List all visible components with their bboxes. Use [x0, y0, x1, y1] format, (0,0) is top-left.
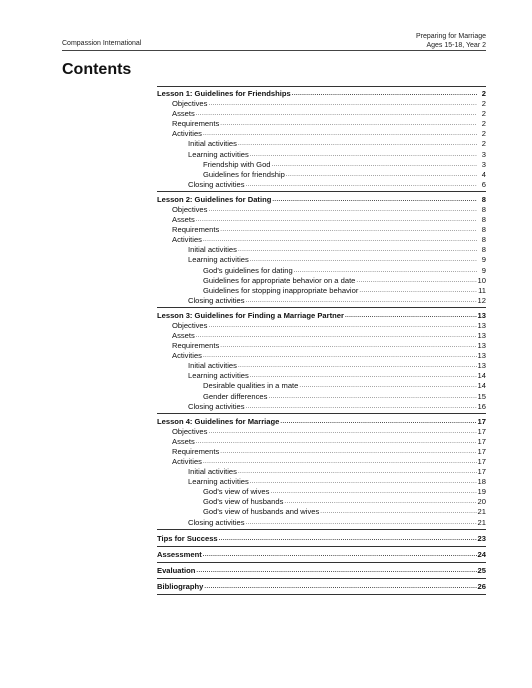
dot-leader [203, 551, 477, 560]
toc-page-number: 17 [477, 436, 486, 446]
toc-page-number: 3 [481, 149, 486, 159]
toc-page-number: 24 [477, 550, 486, 560]
toc-entry-title: Friendship with God [203, 159, 271, 169]
toc-page-number: 8 [481, 235, 486, 245]
toc-subentry[interactable] [157, 160, 486, 170]
dot-leader [196, 332, 477, 341]
toc-subentry[interactable] [157, 467, 486, 477]
toc-entry-title: Objectives [172, 204, 208, 214]
toc-section-entry[interactable] [157, 564, 486, 576]
dot-leader [196, 110, 477, 119]
toc-subentry[interactable] [157, 497, 486, 507]
header-course-info [416, 33, 486, 50]
toc-page-number: 13 [477, 330, 486, 340]
dot-leader [220, 120, 477, 129]
toc-entry-title: Learning activities [188, 371, 249, 381]
toc-entry-title: Assets [172, 109, 195, 119]
toc-page-number: 14 [477, 381, 486, 391]
toc-subentry[interactable] [157, 205, 486, 215]
toc-subentry[interactable] [157, 129, 486, 139]
toc-subentry[interactable] [157, 381, 486, 391]
toc-entry-title: God's view of husbands [203, 497, 284, 507]
dot-leader [270, 488, 476, 497]
toc-subentry[interactable] [157, 245, 486, 255]
toc-subentry[interactable] [157, 391, 486, 401]
toc-page-number: 25 [477, 566, 486, 576]
toc-page-number: 15 [477, 391, 486, 401]
toc-page-number: 2 [481, 129, 486, 139]
toc-subentry[interactable] [157, 321, 486, 331]
toc-subentry[interactable] [157, 225, 486, 235]
dot-leader [284, 498, 476, 507]
toc-section-block [157, 579, 486, 595]
dot-leader [359, 287, 477, 296]
toc-entry-title: Bibliography [157, 582, 204, 592]
dot-leader [272, 161, 477, 170]
header-course-ages: Ages 15-18, Year 2 [426, 41, 486, 49]
toc-entry-title: Guidelines for friendship [203, 169, 285, 179]
dot-leader [238, 140, 477, 149]
dot-leader [250, 256, 477, 265]
toc-entry-title: Tips for Success [157, 534, 218, 544]
toc-entry-title: Requirements [172, 119, 220, 129]
dot-leader [272, 196, 477, 205]
toc-page-number: 19 [477, 487, 486, 497]
toc-subentry[interactable] [157, 180, 486, 190]
header-organization: Compassion International [62, 40, 142, 47]
toc-entry-title: Activities [172, 457, 202, 466]
toc-page-number: 2 [481, 139, 486, 149]
toc-lesson-block [157, 193, 486, 308]
toc-page-number: 12 [477, 295, 486, 305]
toc-entry-title: Requirements [172, 446, 220, 456]
toc-entry-title: Initial activities [188, 467, 237, 477]
dot-leader [250, 151, 477, 160]
toc-page-number: 9 [481, 265, 486, 275]
dot-leader [220, 342, 476, 351]
toc-page-number: 13 [477, 310, 486, 320]
toc-section-entry[interactable] [157, 532, 486, 544]
toc-section-block [157, 547, 486, 563]
toc-page-number: 18 [477, 477, 486, 487]
dot-leader [203, 236, 477, 245]
dot-leader [345, 312, 477, 321]
toc-page-number: 21 [477, 507, 486, 517]
toc-entry-title: Lesson 2: Guidelines for Dating [157, 194, 272, 204]
toc-entry-title: Activities [172, 351, 202, 361]
toc-entry-title: Assessment [157, 550, 202, 560]
toc-subentry[interactable] [157, 361, 486, 371]
toc-page-number: 11 [478, 285, 486, 295]
toc-subentry[interactable] [157, 457, 486, 467]
dot-leader [208, 322, 476, 331]
dot-leader [246, 519, 477, 528]
toc-page-number: 26 [477, 582, 486, 592]
toc-page-number: 16 [477, 401, 486, 411]
toc-subentry[interactable] [157, 487, 486, 497]
toc-entry-title: Guidelines for stopping inappropriate behavior [203, 285, 359, 295]
toc-subentry[interactable] [157, 341, 486, 351]
toc-page-number: 4 [481, 169, 486, 179]
dot-leader [299, 382, 476, 391]
dot-leader [320, 508, 476, 517]
toc-subentry[interactable] [157, 235, 486, 245]
toc-section-block [157, 531, 486, 547]
toc-entry-title: Assets [172, 215, 195, 225]
dot-leader [238, 468, 477, 477]
dot-leader [219, 535, 477, 544]
header-divider [62, 50, 486, 51]
toc-page-number: 17 [477, 457, 486, 466]
table-of-contents [157, 86, 486, 595]
toc-page-number: 21 [477, 517, 486, 527]
toc-entry-title: Objectives [172, 99, 208, 109]
toc-page-number: 3 [481, 159, 486, 169]
toc-page-number: 13 [477, 341, 486, 351]
dot-leader [196, 567, 476, 576]
dot-leader [208, 428, 476, 437]
toc-lesson-entry[interactable] [157, 415, 486, 427]
toc-subentry[interactable] [157, 170, 486, 180]
toc-subentry[interactable] [157, 286, 486, 296]
toc-entry-title: Objectives [172, 426, 208, 436]
header-course-title: Preparing for Marriage [415, 33, 486, 40]
toc-section-block [157, 563, 486, 579]
toc-page-number: 17 [477, 446, 486, 456]
toc-subentry[interactable] [157, 139, 486, 149]
toc-subentry[interactable] [157, 331, 486, 341]
toc-subentry[interactable] [157, 119, 486, 129]
toc-page-number: 2 [481, 119, 486, 129]
dot-leader [250, 372, 477, 381]
toc-subentry[interactable] [157, 109, 486, 119]
toc-subentry[interactable] [157, 351, 486, 361]
toc-subentry[interactable] [157, 517, 486, 527]
toc-subentry[interactable] [157, 99, 486, 109]
toc-entry-title: Evaluation [157, 566, 196, 576]
toc-entry-title: Lesson 3: Guidelines for Finding a Marriage Partner [157, 310, 344, 320]
toc-subentry[interactable] [157, 255, 486, 265]
toc-section-entry[interactable] [157, 580, 486, 592]
page-title: Contents [62, 61, 132, 78]
toc-subentry[interactable] [157, 477, 486, 487]
dot-leader [203, 352, 477, 361]
toc-page-number: 8 [481, 204, 486, 214]
toc-lesson-block [157, 415, 486, 530]
toc-entry-title: Desirable qualities in a mate [203, 381, 299, 391]
dot-leader [246, 403, 477, 412]
toc-section-entry[interactable] [157, 548, 486, 560]
toc-page-number: 13 [477, 320, 486, 330]
toc-entry-title: Lesson 4: Guidelines for Marriage [157, 416, 280, 426]
dot-leader [203, 130, 477, 139]
toc-entry-title: Initial activities [188, 245, 237, 255]
dot-leader [280, 418, 476, 427]
toc-subentry[interactable] [157, 276, 486, 286]
toc-page-number: 14 [477, 371, 486, 381]
toc-entry-title: Closing activities [188, 517, 245, 527]
toc-lesson-entry[interactable] [157, 87, 486, 99]
toc-entry-title: Requirements [172, 341, 220, 351]
dot-leader [220, 226, 477, 235]
toc-subentry[interactable] [157, 427, 486, 437]
toc-entry-title: Activities [172, 129, 202, 139]
toc-page-number: 17 [477, 426, 486, 436]
toc-page-number: 2 [481, 109, 486, 119]
toc-page-number: 8 [481, 245, 486, 255]
toc-page-number: 9 [481, 255, 486, 265]
toc-subentry[interactable] [157, 215, 486, 225]
toc-page-number: 2 [481, 99, 486, 109]
toc-entry-title: Activities [172, 235, 202, 245]
dot-leader [208, 100, 477, 109]
toc-page-number: 20 [477, 497, 486, 507]
toc-subentry[interactable] [157, 371, 486, 381]
toc-page-number: 17 [477, 416, 486, 426]
toc-subentry[interactable] [157, 265, 486, 275]
toc-entry-title: Lesson 1: Guidelines for Friendships [157, 89, 291, 98]
toc-page-number: 2 [481, 89, 486, 98]
dot-leader [286, 171, 477, 180]
toc-entry-title: Learning activities [188, 255, 249, 265]
dot-leader [204, 583, 476, 592]
toc-entry-title: God's view of husbands and wives [203, 507, 320, 517]
toc-subentry[interactable] [157, 149, 486, 159]
toc-lesson-block [157, 309, 486, 414]
toc-entry-title: Initial activities [188, 361, 237, 371]
toc-subentry[interactable] [157, 447, 486, 457]
toc-entry-title: Closing activities [188, 179, 245, 189]
toc-page-number: 17 [477, 467, 486, 477]
dot-leader [294, 267, 477, 276]
dot-leader [196, 438, 477, 447]
dot-leader [220, 448, 476, 457]
toc-entry-title: Initial activities [188, 139, 237, 149]
dot-leader [268, 393, 476, 402]
toc-entry-title: Learning activities [188, 477, 249, 487]
toc-page-number: 13 [477, 351, 486, 361]
toc-subentry[interactable] [157, 296, 486, 306]
toc-entry-title: Gender differences [203, 391, 268, 401]
toc-entry-title: God's view of wives [203, 487, 270, 497]
toc-lesson-block [157, 86, 486, 192]
dot-leader [196, 216, 477, 225]
toc-subentry[interactable] [157, 507, 486, 517]
toc-entry-title: God's guidelines for dating [203, 265, 293, 275]
dot-leader [250, 478, 477, 487]
dot-leader [208, 206, 477, 215]
toc-subentry[interactable] [157, 402, 486, 412]
dot-leader [246, 297, 477, 306]
toc-page-number: 13 [477, 361, 486, 371]
toc-subentry[interactable] [157, 437, 486, 447]
toc-entry-title: Assets [172, 330, 195, 340]
toc-entry-title: Closing activities [188, 401, 245, 411]
toc-entry-title: Assets [172, 436, 195, 446]
dot-leader [203, 458, 477, 467]
toc-entry-title: Requirements [172, 225, 220, 235]
dot-leader [238, 362, 477, 371]
toc-page-number: 8 [481, 215, 486, 225]
toc-entry-title: Objectives [172, 320, 208, 330]
toc-entry-title: Learning activities [188, 149, 249, 159]
toc-page-number: 8 [481, 194, 486, 204]
toc-page-number: 8 [481, 225, 486, 235]
toc-page-number: 10 [477, 275, 486, 285]
dot-leader [356, 277, 476, 286]
toc-lesson-entry[interactable] [157, 309, 486, 321]
toc-lesson-entry[interactable] [157, 193, 486, 205]
dot-leader [246, 181, 477, 190]
dot-leader [292, 90, 477, 99]
dot-leader [238, 246, 477, 255]
toc-entry-title: Guidelines for appropriate behavior on a date [203, 275, 356, 285]
toc-page-number: 23 [477, 534, 486, 544]
toc-page-number: 6 [481, 179, 486, 189]
toc-entry-title: Closing activities [188, 295, 245, 305]
